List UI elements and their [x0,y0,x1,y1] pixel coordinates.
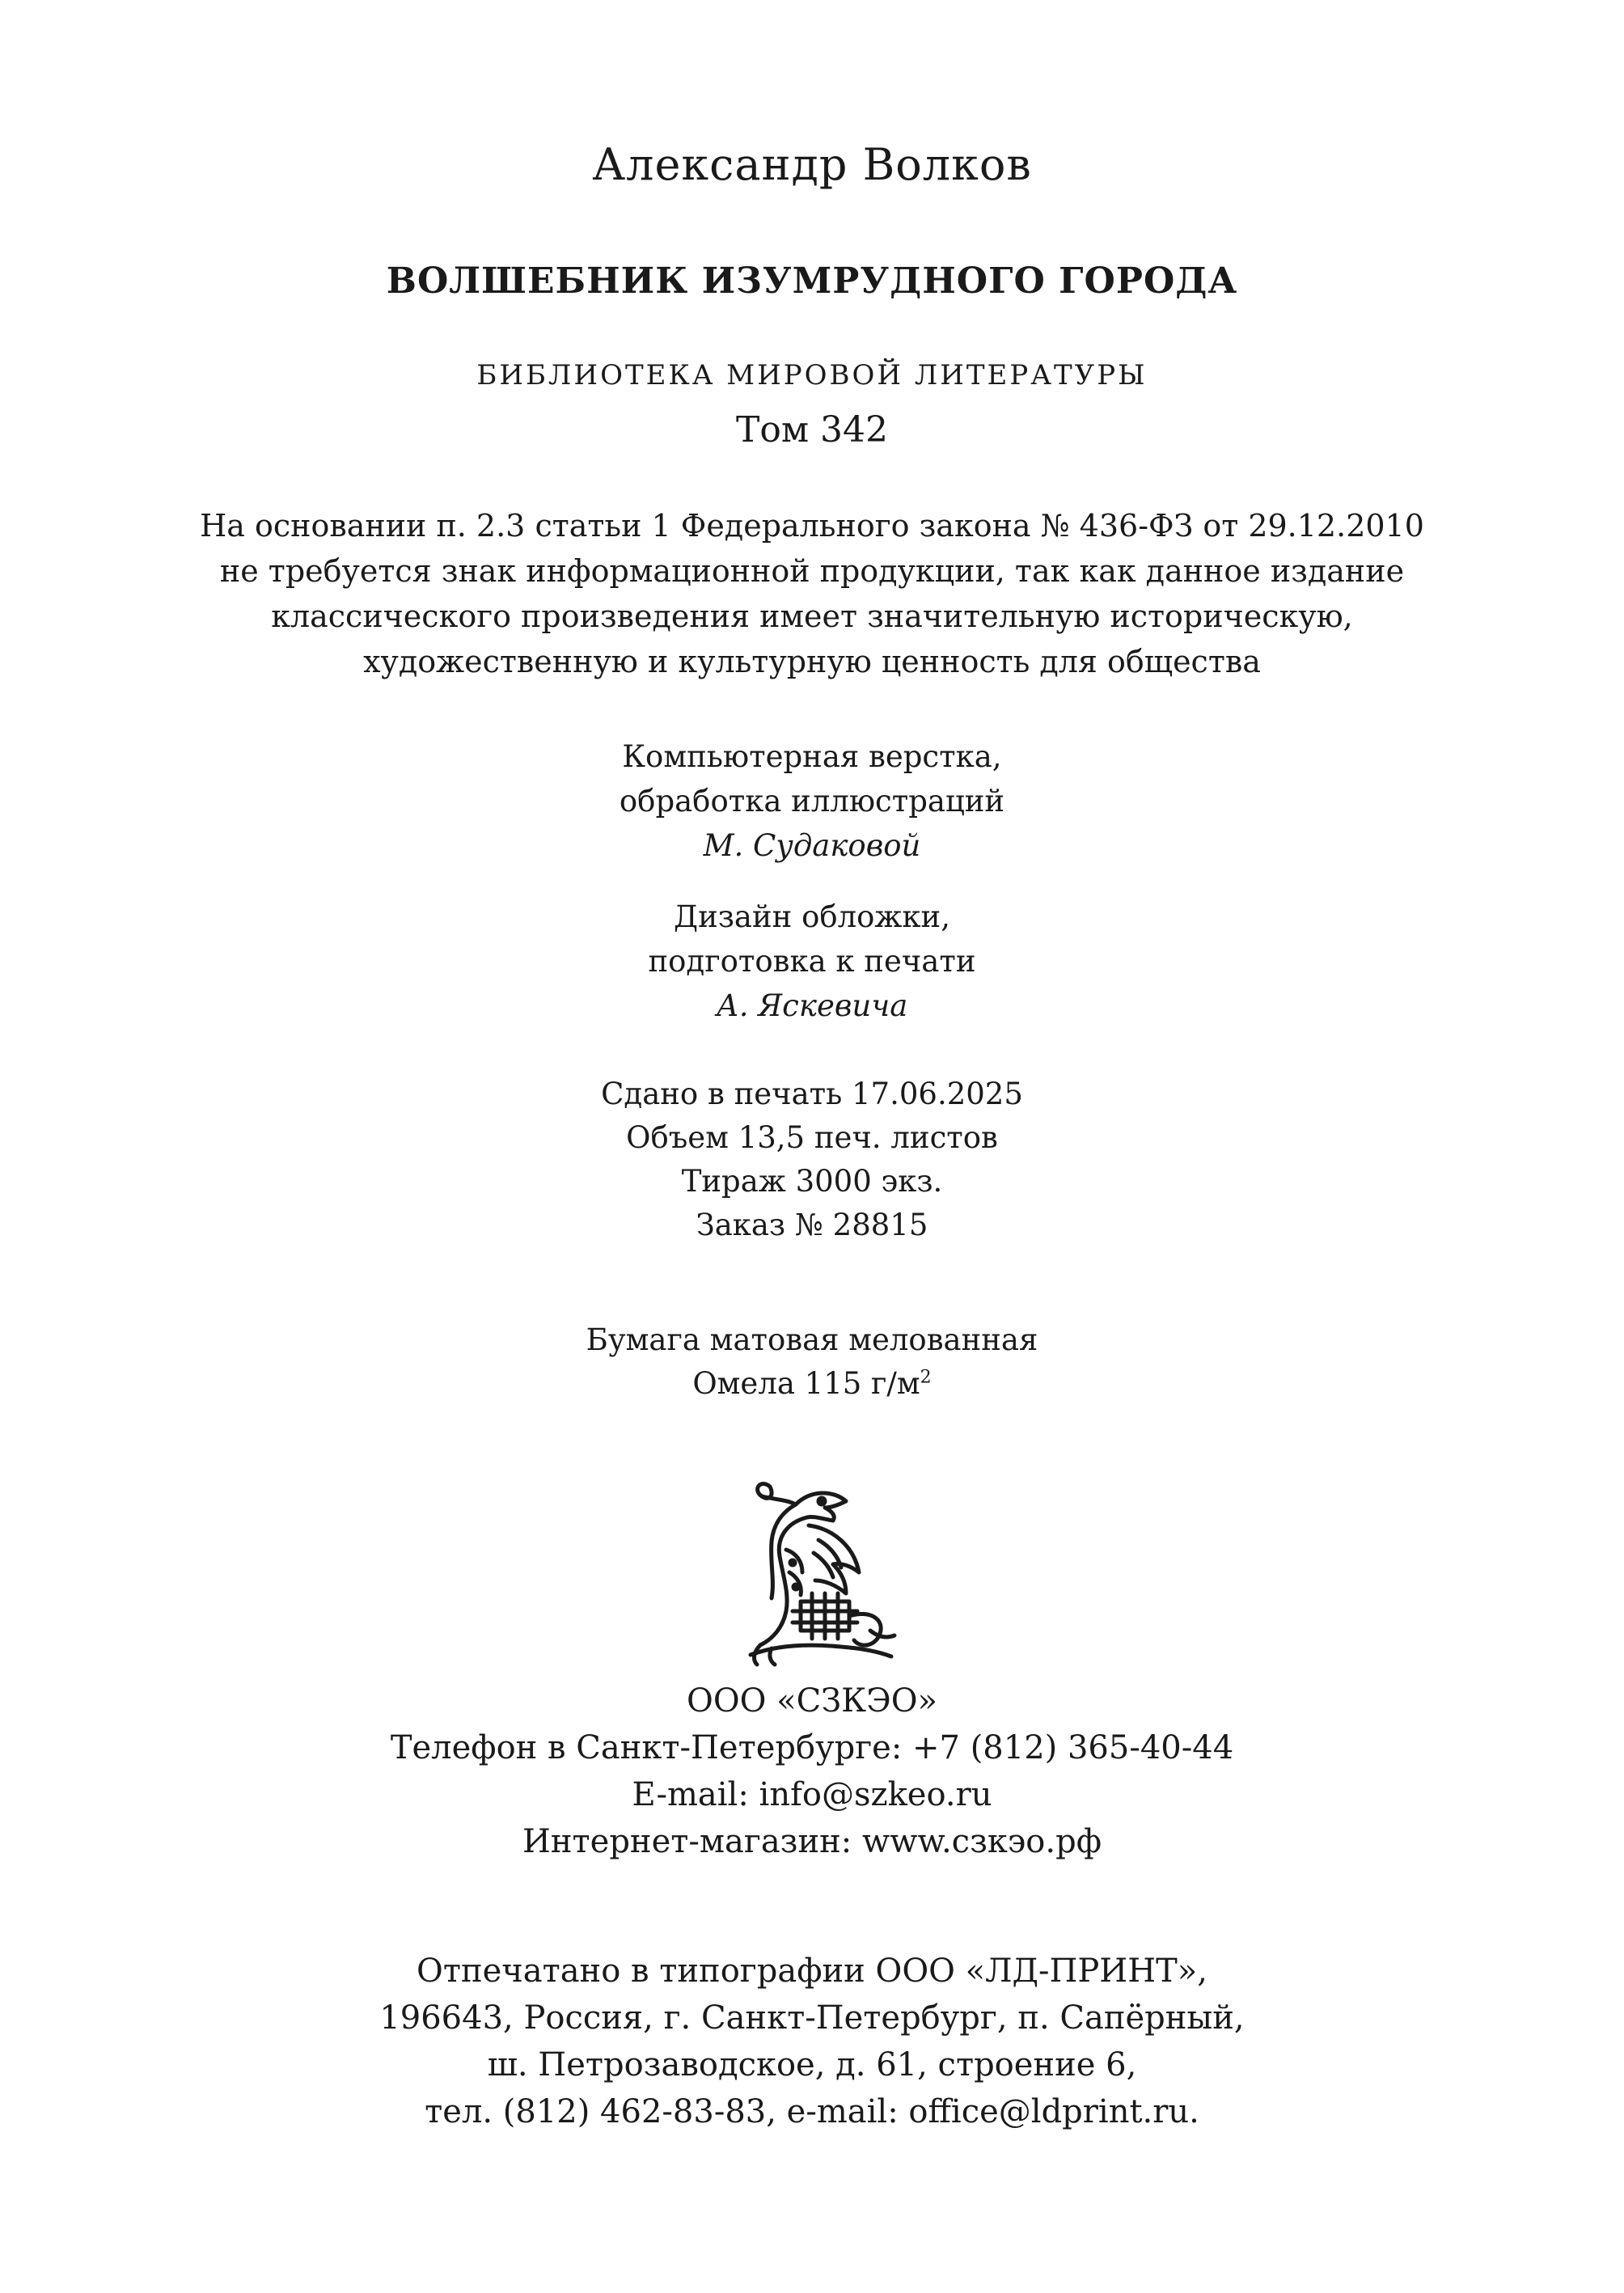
printer-line: 196643, Россия, г. Санкт-Петербург, п. Сапёрный, [379,1999,1245,2037]
printer-line: Отпечатано в типографии ООО «ЛД-ПРИНТ», [417,1952,1207,1990]
print-info [0,1072,1624,1247]
volume-number [0,406,1624,455]
credit-role-line: обработка иллюстраций [619,784,1005,819]
credit-person-name: А. Яскевича [716,988,908,1023]
legal-line: художественную и культурную ценность для общества [363,644,1261,679]
griffin-emblem-icon [712,1472,914,1674]
printer-line: ш. Петрозаводское, д. 61, строение 6, [487,2046,1137,2084]
publisher-shop: Интернет-магазин: www.сзкэо.рф [522,1823,1102,1860]
legal-line: На основании п. 2.3 статьи 1 Федерального закона № 436-ФЗ от 29.12.2010 [200,508,1424,544]
title-line: ВОЛШЕБНИК ИЗУМРУДНОГО ГОРОДА [386,260,1238,302]
publisher-phone: Телефон в Санкт-Петербурге: +7 (812) 365-40-44 [390,1729,1234,1766]
legal-notice [0,503,1624,684]
printer-line: тел. (812) 462-83-83, e-mail: office@ldprint.ru. [425,2093,1199,2130]
printer-info [0,1948,1624,2135]
credits-design [0,895,1624,1028]
credit-role-line: Компьютерная верстка, [622,739,1002,774]
author-line: Александр Волков [592,139,1032,190]
publisher-info [0,1677,1624,1865]
volume-line: Том 342 [735,409,889,451]
publisher-name: ООО «СЗКЭО» [687,1682,937,1720]
series-name [0,354,1624,396]
publisher-email: E-mail: info@szkeo.ru [632,1776,992,1813]
credits-layout [0,734,1624,868]
legal-line: классического произведения имеет значительную историческую, [271,599,1353,634]
credit-role-line: Дизайн обложки, [674,899,950,934]
paper-info [0,1318,1624,1406]
print-info-line: Объем 13,5 печ. листов [626,1120,998,1155]
paper-line [0,1362,1624,1406]
print-info-line: Тираж 3000 экз. [681,1164,943,1199]
book-title [0,257,1624,306]
credit-role-line: подготовка к печати [648,944,976,979]
paper-unit-sup: 2 [920,1367,932,1388]
print-info-line: Сдано в печать 17.06.2025 [601,1077,1023,1111]
print-info-line: Заказ № 28815 [696,1208,928,1242]
series-line: БИБЛИОТЕКА МИРОВОЙ ЛИТЕРАТУРЫ [476,359,1148,391]
paper-grade: Омела 115 г/м [692,1366,920,1401]
legal-line: не требуется знак информационной продукции, так как данное издание [219,553,1405,589]
paper-line: Бумага матовая мелованная [586,1322,1038,1357]
author-name [0,136,1624,194]
credit-person-name: М. Судаковой [703,828,921,863]
